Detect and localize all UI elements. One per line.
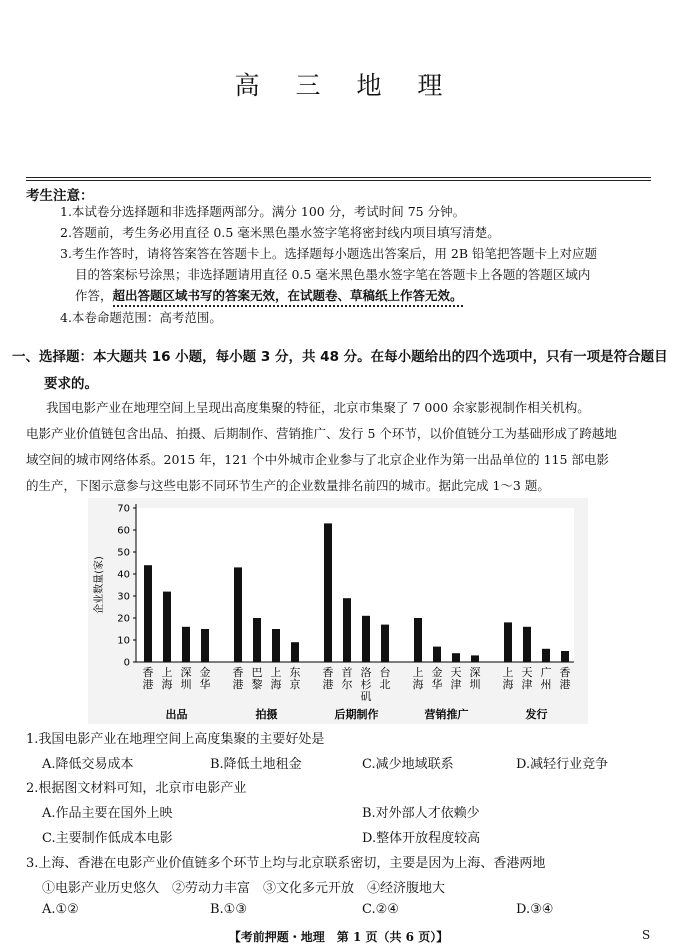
question-3-option-d[interactable]: D.③④: [516, 902, 554, 917]
question-1-stem: 1.我国电影产业在地理空间上高度集聚的主要好处是: [26, 732, 325, 747]
chart-group-label: 出品: [165, 708, 188, 721]
chart-group-label: 拍摄: [255, 708, 278, 721]
chart-city-label: 上海: [412, 666, 424, 691]
chart-city-label: 金华: [431, 666, 443, 691]
chart-city-label: 东京: [289, 666, 301, 691]
chart-bar: [471, 655, 479, 662]
question-3-option-b[interactable]: B.①③: [210, 902, 247, 917]
chart-bar: [144, 565, 152, 662]
question-1-option-b[interactable]: B.降低土地租金: [210, 757, 302, 772]
chart-bar: [291, 642, 299, 662]
section-heading-line-2: 要求的。: [44, 376, 98, 392]
chart-city-label: 广州: [540, 666, 552, 691]
chart-y-tick-label: 30: [117, 591, 130, 603]
chart-y-axis-label: 企业数量(家): [94, 556, 105, 614]
chart-city-label: 香港: [322, 666, 334, 691]
chart-city-label: 巴黎: [251, 666, 263, 691]
chart-city-label: 洛杉矶: [360, 666, 372, 703]
chart-city-label: 香港: [559, 666, 571, 691]
chart-city-label: 香港: [232, 666, 244, 691]
chart-group-label: 营销推广: [424, 708, 469, 721]
chart-y-tick-label: 40: [117, 569, 130, 581]
chart-bar: [201, 629, 209, 662]
chart-bar: [272, 629, 280, 662]
chart-bar: [523, 627, 531, 662]
question-3-statements: ①电影产业历史悠久 ②劳动力丰富 ③文化多元开放 ④经济腹地大: [42, 881, 446, 896]
chart-bar: [234, 567, 242, 662]
question-1-option-c[interactable]: C.减少地域联系: [362, 757, 454, 772]
chart-city-label: 深圳: [469, 666, 481, 691]
notice-item-2: 2.答题前，考生务必用直径 0.5 毫米黑色墨水签字笔将密封线内项目填写清楚。: [60, 225, 500, 240]
exam-title: 高 三 地 理: [234, 71, 457, 100]
chart-bar: [542, 649, 550, 662]
notice-item-4: 4.本卷命题范围：高考范围。: [60, 310, 222, 325]
chart-bar: [433, 647, 441, 662]
chart-bar: [163, 592, 171, 662]
question-1-option-a[interactable]: A.降低交易成本: [42, 757, 134, 772]
chart-bar: [414, 618, 422, 662]
chart-y-tick-label: 10: [117, 635, 130, 647]
chart-bar: [381, 625, 389, 662]
chart-city-label: 首尔: [341, 666, 353, 691]
notice-item-3-line-2: 目的答案标号涂黑；非选择题请用直径 0.5 毫米黑色墨水签字笔在答题卡上各题的答题区域内: [75, 267, 591, 282]
chart-bar: [253, 618, 261, 662]
notice-item-3-prefix: 作答，: [75, 288, 113, 303]
question-2-option-d[interactable]: D.整体开放程度较高: [362, 831, 481, 846]
page-footer: 【考前押题・地理 第 1 页（共 6 页）】: [228, 930, 449, 944]
chart-y-tick-label: 20: [117, 613, 130, 625]
chart-city-label: 上海: [161, 666, 173, 691]
chart-bar: [452, 653, 460, 662]
section-heading-line-1: 一、选择题：本大题共 16 小题，每小题 3 分，共 48 分。在每小题给出的四个选项中，只有一项是符合题目: [12, 349, 668, 365]
chart-city-label: 上海: [270, 666, 282, 691]
chart-group-label: 发行: [525, 708, 548, 721]
chart-bar: [504, 622, 512, 662]
question-3-option-c[interactable]: C.②④: [362, 902, 399, 917]
chart-city-label: 金华: [199, 666, 211, 691]
chart-bar: [182, 627, 190, 662]
chart-bar: [343, 598, 351, 662]
question-3-stem: 3.上海、香港在电影产业价值链多个环节上均与北京联系密切，主要是因为上海、香港两地: [26, 856, 546, 871]
passage-line-3: 域空间的城市网络体系。2015 年，121 个中外城市企业参与了北京企业作为第一出品单位的 115 部电影: [26, 452, 609, 467]
passage-line-2: 电影产业价值链包含出品、拍摄、后期制作、营销推广、发行 5 个环节，以价值链分工为基础形成了跨越地: [26, 426, 617, 441]
chart-city-label: 香港: [142, 666, 154, 691]
header-rule-thick: [26, 180, 651, 181]
question-2-option-a[interactable]: A.作品主要在国外上映: [42, 806, 173, 821]
chart-city-label: 天津: [521, 666, 533, 691]
chart-city-label: 台北: [379, 666, 391, 691]
chart-bar: [324, 523, 332, 662]
question-1-option-d[interactable]: D.减轻行业竞争: [516, 757, 609, 772]
passage-line-1: 我国电影产业在地理空间上呈现出高度集聚的特征，北京市集聚了 7 000 余家影视制作相关机构。: [46, 400, 590, 415]
notice-emphasis: 超出答题区域书写的答案无效，在试题卷、草稿纸上作答无效。: [113, 288, 463, 307]
chart-y-tick-label: 50: [117, 547, 130, 559]
chart-y-tick-label: 0: [123, 657, 130, 669]
notice-item-3-line-3: [75, 287, 463, 305]
header-rule: [26, 177, 651, 178]
enterprise-count-chart: [88, 498, 588, 724]
footer-letter: S: [642, 928, 651, 942]
chart-y-tick-label: 70: [117, 503, 130, 515]
question-2-option-c[interactable]: C.主要制作低成本电影: [42, 831, 173, 846]
chart-group-label: 后期制作: [334, 708, 379, 721]
question-2-stem: 2.根据图文材料可知，北京市电影产业: [26, 781, 247, 796]
question-2-option-b[interactable]: B.对外部人才依赖少: [362, 806, 480, 821]
chart-bar: [362, 616, 370, 662]
chart-y-tick-label: 60: [117, 525, 130, 537]
chart-city-label: 深圳: [180, 666, 192, 691]
chart-city-label: 上海: [502, 666, 514, 691]
question-3-option-a[interactable]: A.①②: [42, 902, 79, 917]
passage-line-4: 的生产，下图示意参与这些电影不同环节生产的企业数量排名前四的城市。据此完成 1～3 题。: [26, 478, 550, 493]
notice-item-1: 1.本试卷分选择题和非选择题两部分。满分 100 分，考试时间 75 分钟。: [60, 204, 466, 219]
chart-bar: [561, 651, 569, 662]
notice-item-3-line-1: 3.考生作答时，请将答案答在答题卡上。选择题每小题选出答案后，用 2B 铅笔把答题卡上对应题: [60, 246, 598, 261]
chart-city-label: 天津: [450, 666, 462, 691]
notice-heading: 考生注意：: [26, 188, 94, 204]
